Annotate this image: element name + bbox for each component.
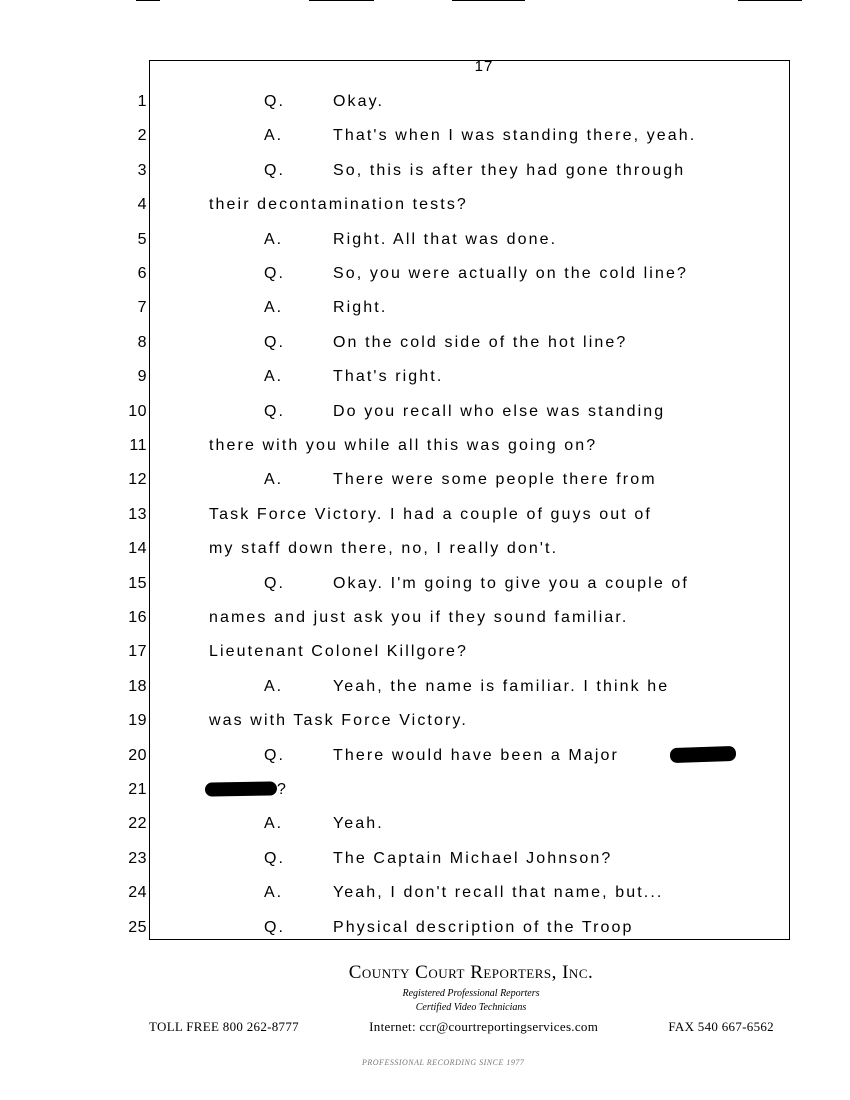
transcript-line-text: Right. All that was done. <box>333 231 558 248</box>
speaker-label: A. <box>264 884 284 901</box>
transcript-line-text: Task Force Victory. I had a couple of guys out of <box>209 506 652 523</box>
redaction-mark <box>670 746 736 763</box>
speaker-label: Q. <box>264 919 285 936</box>
line-number: 5 <box>137 231 147 248</box>
transcript-line-text: Okay. I'm going to give you a couple of <box>333 575 689 592</box>
transcript-frame <box>149 60 790 940</box>
internet-address: Internet: ccr@courtreportingservices.com <box>369 1019 599 1034</box>
transcript-line-text: Okay. <box>333 93 385 110</box>
line-number: 13 <box>128 506 147 523</box>
transcript-line-text: Yeah, I don't recall that name, but... <box>333 884 664 901</box>
fax-number: FAX 540 667-6562 <box>668 1019 774 1034</box>
line-number: 1 <box>137 93 147 110</box>
transcript-line-text: So, you were actually on the cold line? <box>333 265 688 282</box>
contact-line <box>149 1019 774 1035</box>
speaker-label: A. <box>264 815 284 832</box>
transcript-line-text: There would have been a Major <box>333 747 619 764</box>
line-number: 22 <box>128 815 147 832</box>
transcript-line-text: their decontamination tests? <box>209 196 468 213</box>
transcript-line-text: names and just ask you if they sound familiar. <box>209 609 629 626</box>
transcript-line-text: Do you recall who else was standing <box>333 403 666 420</box>
transcript-line-text: That's right. <box>333 368 444 385</box>
line-number: 16 <box>128 609 147 626</box>
line-number: 15 <box>128 575 147 592</box>
scan-mark <box>309 0 374 1</box>
line-number: 7 <box>137 299 147 316</box>
line-number: 23 <box>128 850 147 867</box>
line-number: 25 <box>128 919 147 936</box>
line-number: 3 <box>137 162 147 179</box>
transcript-line-text: On the cold side of the hot line? <box>333 334 628 351</box>
line-number: 9 <box>137 368 147 385</box>
speaker-label: A. <box>264 471 284 488</box>
speaker-label: Q. <box>264 265 285 282</box>
line-number: 12 <box>128 471 147 488</box>
toll-free: TOLL FREE 800 262-8777 <box>149 1019 299 1034</box>
transcript-line-text: was with Task Force Victory. <box>209 712 468 729</box>
speaker-label: Q. <box>264 93 285 110</box>
page-number: 17 <box>474 58 494 75</box>
speaker-label: Q. <box>264 334 285 351</box>
company-tagline-2: Certified Video Technicians <box>415 1002 527 1013</box>
line-number: 10 <box>128 403 147 420</box>
footer-faint-text: PROFESSIONAL RECORDING SINCE 1977 <box>362 1058 525 1067</box>
transcript-line-text: There were some people there from <box>333 471 657 488</box>
transcript-line-text: Right. <box>333 299 388 316</box>
transcript-line-text: So, this is after they had gone through <box>333 162 686 179</box>
speaker-label: Q. <box>264 575 285 592</box>
speaker-label: Q. <box>264 403 285 420</box>
scan-mark <box>738 0 802 1</box>
scan-mark <box>136 0 160 1</box>
line-number: 11 <box>129 437 147 454</box>
scan-mark <box>452 0 525 1</box>
speaker-label: A. <box>264 678 284 695</box>
line-number: 17 <box>128 643 147 660</box>
speaker-label: A. <box>264 231 284 248</box>
line-number: 24 <box>128 884 147 901</box>
line-number: 4 <box>137 196 147 213</box>
transcript-line-text: Yeah. <box>333 815 384 832</box>
line-number: 19 <box>128 712 147 729</box>
speaker-label: A. <box>264 299 284 316</box>
line-number: 8 <box>137 334 147 351</box>
transcript-line-text: Lieutenant Colonel Killgore? <box>209 643 468 660</box>
line-number: 6 <box>137 265 147 282</box>
line-number: 18 <box>128 678 147 695</box>
transcript-line-text: The Captain Michael Johnson? <box>333 850 613 867</box>
transcript-line-text: Yeah, the name is familiar. I think he <box>333 678 670 695</box>
speaker-label: A. <box>264 368 284 385</box>
company-tagline-1: Registered Professional Reporters <box>402 988 540 999</box>
transcript-line-text: ? <box>277 781 288 798</box>
speaker-label: Q. <box>264 162 285 179</box>
line-number: 20 <box>128 747 147 764</box>
transcript-line-text: Physical description of the Troop <box>333 919 634 936</box>
speaker-label: Q. <box>264 850 285 867</box>
line-number: 2 <box>137 127 147 144</box>
redaction-mark <box>205 781 277 796</box>
transcript-line-text: there with you while all this was going on? <box>209 437 598 454</box>
line-number: 14 <box>128 540 147 557</box>
transcript-line-text: my staff down there, no, I really don't. <box>209 540 559 557</box>
company-name: County Court Reporters, Inc. <box>348 962 594 983</box>
speaker-label: Q. <box>264 747 285 764</box>
speaker-label: A. <box>264 127 284 144</box>
transcript-line-text: That's when I was standing there, yeah. <box>333 127 697 144</box>
line-number: 21 <box>128 781 147 798</box>
